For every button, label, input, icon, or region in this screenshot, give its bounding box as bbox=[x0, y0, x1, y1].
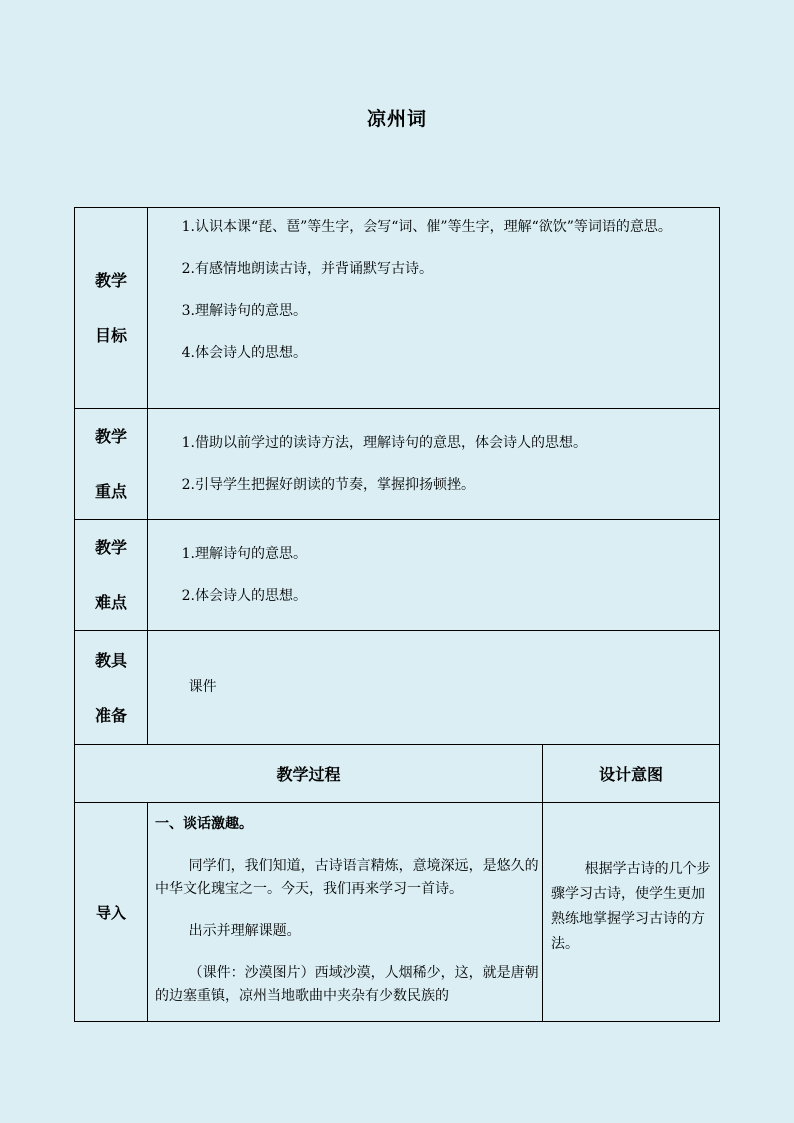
objective-item: 3.理解诗句的意思。 bbox=[181, 303, 307, 319]
intro-intent bbox=[543, 803, 720, 1022]
intro-paragraph: （课件：沙漠图片）西域沙漠，人烟稀少，这，就是唐朝的边塞重镇，凉州当地歌曲中夹杂有少数民族的 bbox=[155, 965, 539, 1004]
materials-row bbox=[75, 631, 720, 745]
objectives-content bbox=[148, 208, 720, 409]
intro-intent-text: 根据学古诗的几个步骤学习古诗，使学生更加熟练地掌握学习古诗的方法。 bbox=[551, 861, 711, 952]
materials-value: 课件 bbox=[188, 679, 217, 695]
difficulties-label: 教学 难点 bbox=[75, 520, 148, 631]
intro-row bbox=[75, 803, 720, 1022]
difficulties-content bbox=[148, 520, 720, 631]
process-header: 教学过程 bbox=[75, 745, 543, 803]
objectives-row bbox=[75, 208, 720, 409]
key-points-row bbox=[75, 409, 720, 520]
intro-paragraph: 出示并理解课题。 bbox=[188, 923, 301, 939]
intent-header: 设计意图 bbox=[543, 745, 720, 803]
difficulties-row bbox=[75, 520, 720, 631]
intro-paragraph: 同学们，我们知道，古诗语言精炼，意境深远，是悠久的中华文化瑰宝之一。今天，我们再来学习一首诗。 bbox=[155, 858, 539, 897]
materials-label: 教具 准备 bbox=[75, 631, 148, 745]
key-point-item: 1.借助以前学过的读诗方法，理解诗句的意思，体会诗人的思想。 bbox=[181, 434, 587, 451]
objective-item: 4.体会诗人的思想。 bbox=[181, 345, 307, 361]
key-point-item: 2.引导学生把握好朗读的节奏，掌握抑扬顿挫。 bbox=[181, 476, 475, 493]
key-points-content bbox=[148, 409, 720, 520]
process-header-row bbox=[75, 745, 720, 803]
intro-label: 导入 bbox=[75, 803, 148, 1022]
objectives-label: 教学 目标 bbox=[75, 208, 148, 409]
page-title: 凉州词 bbox=[366, 108, 427, 130]
difficulty-item: 2.体会诗人的思想。 bbox=[181, 587, 307, 604]
materials-content bbox=[148, 631, 720, 745]
intro-heading: 一、谈话激趣。 bbox=[155, 816, 253, 832]
key-points-label: 教学 重点 bbox=[75, 409, 148, 520]
intro-content bbox=[148, 803, 543, 1022]
objective-item: 2.有感情地朗读古诗，并背诵默写古诗。 bbox=[181, 261, 433, 277]
difficulty-item: 1.理解诗句的意思。 bbox=[181, 545, 307, 562]
objective-item: 1.认识本课“琵、琶”等生字，会写“词、催”等生字，理解“欲饮”等词语的意思。 bbox=[181, 219, 672, 235]
lesson-plan-table bbox=[74, 207, 720, 1022]
